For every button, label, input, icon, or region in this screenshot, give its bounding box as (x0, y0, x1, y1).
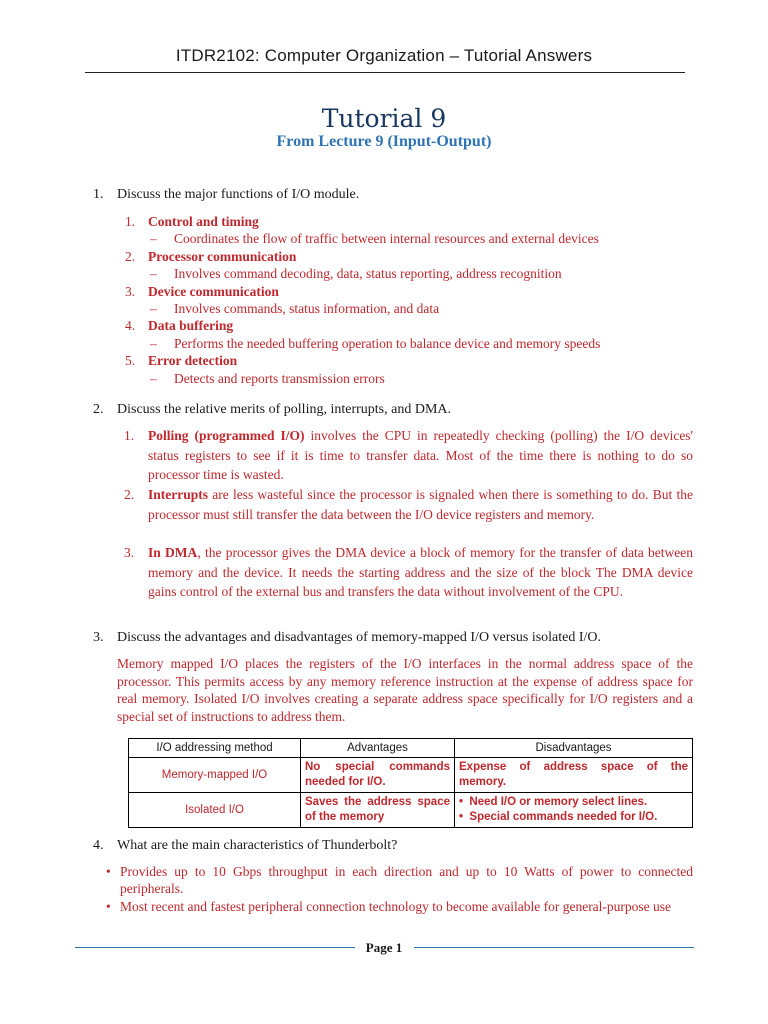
item-text: Special commands needed for I/O. (469, 811, 658, 823)
item-heading: Data buffering (148, 318, 234, 334)
item-number: 1. (125, 214, 136, 229)
table-cell: Memory-mapped I/O (129, 758, 301, 793)
item-number: 2. (125, 248, 136, 264)
question-text: Discuss the advantages and disadvantages of memory-mapped I/O versus isolated I/O. (117, 630, 602, 645)
subitem-text: Involves commands, status information, and data (174, 301, 440, 317)
q4-bullet-1 (106, 864, 693, 897)
q3-answer-paragraph: Memory mapped I/O places the registers of the I/O interfaces in the normal address space of the processor. This permits access by any memory reference instruction at the expense of address space for real memory. Isolated I/O involves creating a separate address space specifically for I/O registers and a special set of instructions to address them. (117, 656, 693, 724)
subitem-text: Involves command decoding, data, status reporting, address recognition (174, 266, 562, 282)
question-number: 1. (93, 187, 104, 202)
item-heading: In DMA (148, 545, 198, 560)
page-number: Page 1 (365, 940, 403, 955)
item-heading: Processor communication (148, 248, 297, 264)
bullet-icon: • (106, 864, 111, 879)
table-cell: No special commands needed for I/O. (301, 758, 455, 793)
table-cell: Isolated I/O (129, 793, 301, 828)
list-subitem: – Coordinates the flow of traffic between internal resources and external devices (150, 231, 599, 247)
item-heading: Polling (programmed I/O) (148, 428, 305, 443)
item-number: 1. (124, 428, 135, 443)
item-text: involves the CPU in repeatedly checking (polling) the I/O devices' status registers to see if it is time to transfer data. Most of the time there is nothing to do so processor time is wasted. (148, 428, 693, 482)
list-subitem: – Performs the needed buffering operation to balance device and memory speeds (150, 335, 601, 351)
item-number: 4. (125, 318, 136, 334)
bullet-text: Provides up to 10 Gbps throughput in each direction and up to 10 Watts of power to connected peripherals. (120, 864, 693, 896)
column-header: Disadvantages (455, 739, 693, 758)
q2-answer-2 (124, 485, 693, 524)
item-number: 5. (125, 353, 136, 369)
table-cell (455, 793, 693, 828)
subitem-text: Coordinates the flow of traffic between internal resources and external devices (174, 231, 599, 247)
item-text: Need I/O or memory select lines. (469, 796, 648, 808)
table-row (129, 793, 693, 828)
item-heading: Control and timing (148, 214, 259, 229)
doc-title: Tutorial 9 (321, 104, 447, 133)
q4-bullet-2 (106, 899, 693, 916)
list-item (125, 317, 600, 334)
question-number: 4. (93, 838, 104, 853)
question-1 (93, 187, 359, 203)
question-text: Discuss the major functions of I/O module. (117, 187, 360, 202)
item-heading: Device communication (148, 283, 279, 299)
header-rule (85, 72, 685, 73)
list-item (125, 352, 600, 369)
q2-answer-1 (124, 426, 693, 485)
q1-answer-list (125, 213, 600, 387)
table-row (129, 758, 693, 793)
column-header: I/O addressing method (129, 739, 301, 758)
item-number: 3. (124, 545, 135, 560)
question-4 (93, 838, 397, 854)
subitem-text: Detects and reports transmission errors (174, 370, 385, 386)
item-heading: Interrupts (148, 487, 208, 502)
column-header: Advantages (301, 739, 455, 758)
page-header: ITDR2102: Computer Organization – Tutorial Answers (175, 46, 593, 65)
list-subitem: – Involves command decoding, data, status reporting, address recognition (150, 266, 562, 282)
question-text: What are the main characteristics of Thunderbolt? (117, 838, 398, 853)
table-cell: Saves the address space of the memory (301, 793, 455, 828)
question-number: 3. (93, 630, 104, 645)
bullet-icon: • (106, 899, 111, 914)
io-addressing-table (128, 738, 693, 828)
item-text: , the processor gives the DMA device a block of memory for the transfer of data between memory and the device. It needs the starting address and the size of the block The DMA device gains control of the external bus and transfers the data without involvement of the CPU. (148, 545, 693, 599)
doc-subtitle: From Lecture 9 (Input-Output) (276, 133, 492, 150)
list-item (125, 213, 600, 230)
list-item: • Special commands needed for I/O. (459, 811, 658, 823)
question-2 (93, 402, 451, 418)
question-3 (93, 630, 601, 646)
disadvantage-list (459, 795, 688, 825)
item-number: 2. (124, 487, 135, 502)
list-item: • Need I/O or memory select lines. (459, 796, 648, 808)
list-item (125, 248, 600, 265)
item-number: 3. (125, 283, 136, 299)
table-cell: Expense of address space of the memory. (455, 758, 693, 793)
question-number: 2. (93, 402, 104, 417)
question-text: Discuss the relative merits of polling, interrupts, and DMA. (117, 402, 451, 417)
q2-answer-3 (124, 543, 693, 602)
item-text: are less wasteful since the processor is signaled when there is something to do. But the processor must still transfer the data between the I/O device registers and memory. (148, 487, 693, 522)
list-item (125, 283, 600, 300)
bullet-text: Most recent and fastest peripheral connection technology to become available for general-purpose use (120, 899, 672, 914)
table-header-row (129, 739, 693, 758)
subitem-text: Performs the needed buffering operation to balance device and memory speeds (174, 335, 601, 351)
list-subitem: – Detects and reports transmission errors (150, 370, 385, 386)
list-subitem: – Involves commands, status information, and data (150, 301, 440, 317)
item-heading: Error detection (148, 353, 238, 369)
